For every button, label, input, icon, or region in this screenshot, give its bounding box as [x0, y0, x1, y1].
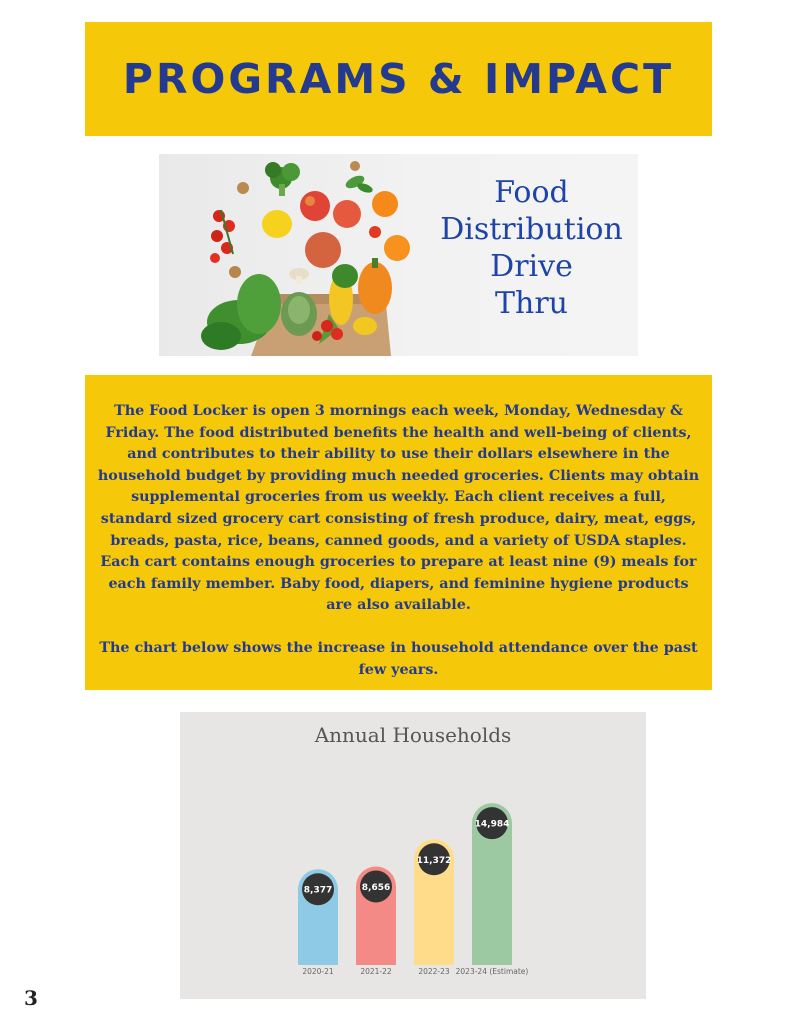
hero-title-line: Drive — [490, 249, 573, 284]
hero-title-line: Thru — [495, 286, 568, 321]
title-banner — [85, 22, 712, 136]
hero-banner — [159, 154, 638, 356]
chart-intro-paragraph: The chart below shows the increase in household attendance over the past few years. — [99, 639, 698, 678]
hero-title — [429, 174, 634, 322]
page-title: PROGRAMS & IMPACT — [122, 55, 675, 103]
description-paragraph: The Food Locker is open 3 mornings each week, Monday, Wednesday & Friday. The food distributed benefits the health and well-being of clients, and contributes to their ability to use their dollars elsewhere in the household budget by providing much needed groceries. Clients may obtain supplemental groceries from us weekly. Each client receives a full, standard sized grocery cart consisting of fresh produce, dairy, meat, eggs, breads, pasta, rice, beans, canned goods, and a variety of USDA staples. Each cart contains enough groceries to prepare at least nine (9) meals for each family member. Baby food, diapers, and feminine hygiene products are also available. — [97, 403, 700, 614]
hero-title-line: Food — [494, 175, 569, 210]
data-label: 11,372 — [416, 855, 452, 866]
chart-title: Annual Households — [314, 723, 512, 747]
produce-illustration — [159, 154, 429, 356]
page-number: 3 — [24, 986, 38, 1010]
hero-title-line: Distribution — [440, 212, 623, 247]
annual-households-chart — [180, 712, 646, 999]
data-label: 14,984 — [474, 819, 510, 830]
data-label: 8,377 — [303, 885, 333, 896]
x-tick-label: 2023-24 (Estimate) — [455, 967, 529, 976]
description-panel — [85, 375, 712, 690]
x-tick-label: 2020-21 — [302, 967, 334, 976]
x-tick-label: 2022-23 — [418, 967, 450, 976]
data-label: 8,656 — [361, 882, 391, 893]
x-tick-label: 2021-22 — [360, 967, 392, 976]
chart-canvas — [180, 712, 646, 999]
